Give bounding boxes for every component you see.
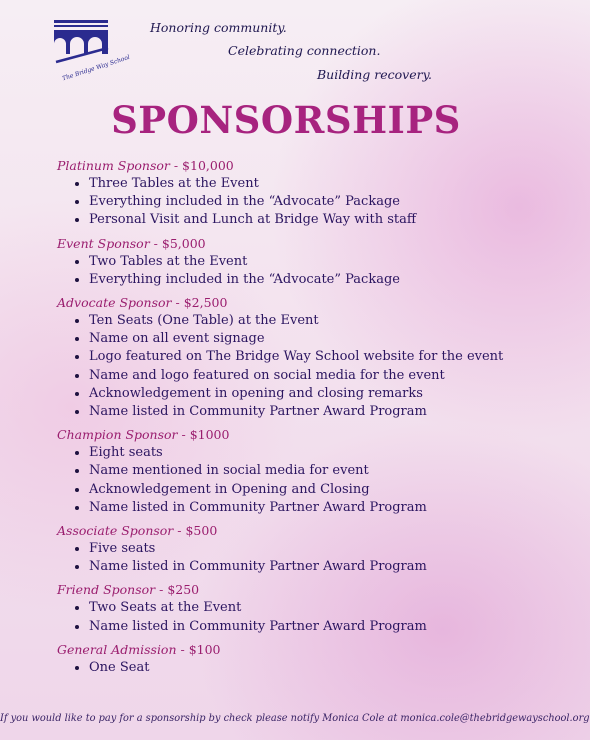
tier-price: $100 — [188, 641, 221, 657]
benefit-item: • Five seats — [89, 540, 562, 558]
benefit-list — [57, 540, 562, 576]
tagline-1: Honoring community. — [150, 20, 287, 35]
benefit-item: • Name on all event signage — [89, 330, 562, 348]
tier-heading: Event Sponsor - $5,000 — [57, 235, 206, 251]
sponsor-tier — [57, 294, 562, 421]
tier-price: $250 — [167, 582, 200, 598]
benefit-item: • Two Tables at the Event — [89, 253, 562, 271]
benefit-item: • Acknowledgement in opening and closing remarks — [89, 385, 562, 403]
benefit-item: • Ten Seats (One Table) at the Event — [89, 312, 562, 330]
logo-text: The Bridge Way School — [61, 53, 131, 83]
benefit-list — [57, 253, 562, 289]
tier-heading: Associate Sponsor - $500 — [57, 523, 218, 539]
benefit-item: • Name mentioned in social media for event — [89, 462, 562, 480]
tier-price: $500 — [185, 523, 218, 539]
benefit-item: • Name listed in Community Partner Award Program — [89, 499, 562, 517]
tier-heading: Platinum Sponsor - $10,000 — [57, 158, 234, 173]
benefit-item: • Everything included in the “Advocate” Package — [89, 193, 562, 211]
bridge-way-school-logo — [52, 18, 131, 83]
sponsorship-tiers — [57, 157, 562, 682]
sponsor-tier — [57, 641, 562, 677]
tagline-3: Building recovery. — [317, 67, 432, 82]
tier-price: $2,500 — [183, 295, 228, 311]
benefit-list — [57, 659, 562, 677]
benefit-item: • Everything included in the “Advocate” Package — [89, 271, 562, 289]
tier-heading: General Admission - $100 — [57, 641, 221, 657]
benefit-item: • Name listed in Community Partner Award Program — [89, 618, 562, 636]
benefit-item: • One Seat — [89, 659, 562, 677]
tier-price: $5,000 — [161, 235, 206, 251]
tier-name: Associate Sponsor — [57, 523, 174, 539]
tier-heading: Champion Sponsor - $1000 — [57, 427, 230, 443]
benefit-list — [57, 599, 562, 635]
footer-note: If you would like to pay for a sponsorship by check please notify Monica Cole at monica.cole@thebridgewayschool.org — [0, 713, 590, 724]
page-title: SPONSORSHIPS — [111, 98, 461, 142]
tier-heading: Friend Sponsor - $250 — [57, 582, 200, 598]
benefit-list — [57, 175, 562, 230]
benefit-item: • Eight seats — [89, 444, 562, 462]
sponsor-tier — [57, 581, 562, 635]
benefit-item: • Personal Visit and Lunch at Bridge Way with staff — [89, 211, 562, 229]
tagline-2: Celebrating connection. — [228, 43, 381, 58]
sponsor-tier — [57, 157, 562, 230]
tier-name: Advocate Sponsor — [57, 295, 172, 311]
tier-name: Friend Sponsor — [57, 582, 156, 598]
benefit-list — [57, 312, 562, 421]
tier-price: $10,000 — [182, 158, 234, 173]
benefit-item: • Three Tables at the Event — [89, 175, 562, 193]
sponsor-tier — [57, 522, 562, 576]
benefit-item: • Two Seats at the Event — [89, 599, 562, 617]
benefit-list — [57, 444, 562, 517]
benefit-item: • Logo featured on The Bridge Way School website for the event — [89, 348, 562, 366]
tier-name: Champion Sponsor — [57, 427, 178, 443]
benefit-item: • Name and logo featured on social media for the event — [89, 367, 562, 385]
tier-price: $1000 — [189, 427, 230, 443]
sponsor-tier — [57, 235, 562, 289]
tier-name: General Admission — [57, 641, 177, 657]
tier-name: Platinum Sponsor — [57, 158, 170, 173]
benefit-item: • Name listed in Community Partner Award Program — [89, 403, 562, 421]
tier-name: Event Sponsor — [57, 235, 150, 251]
benefit-item: • Name listed in Community Partner Award Program — [89, 558, 562, 576]
benefit-item: • Acknowledgement in Opening and Closing — [89, 481, 562, 499]
sponsor-tier — [57, 426, 562, 517]
tier-heading: Advocate Sponsor - $2,500 — [57, 295, 228, 311]
